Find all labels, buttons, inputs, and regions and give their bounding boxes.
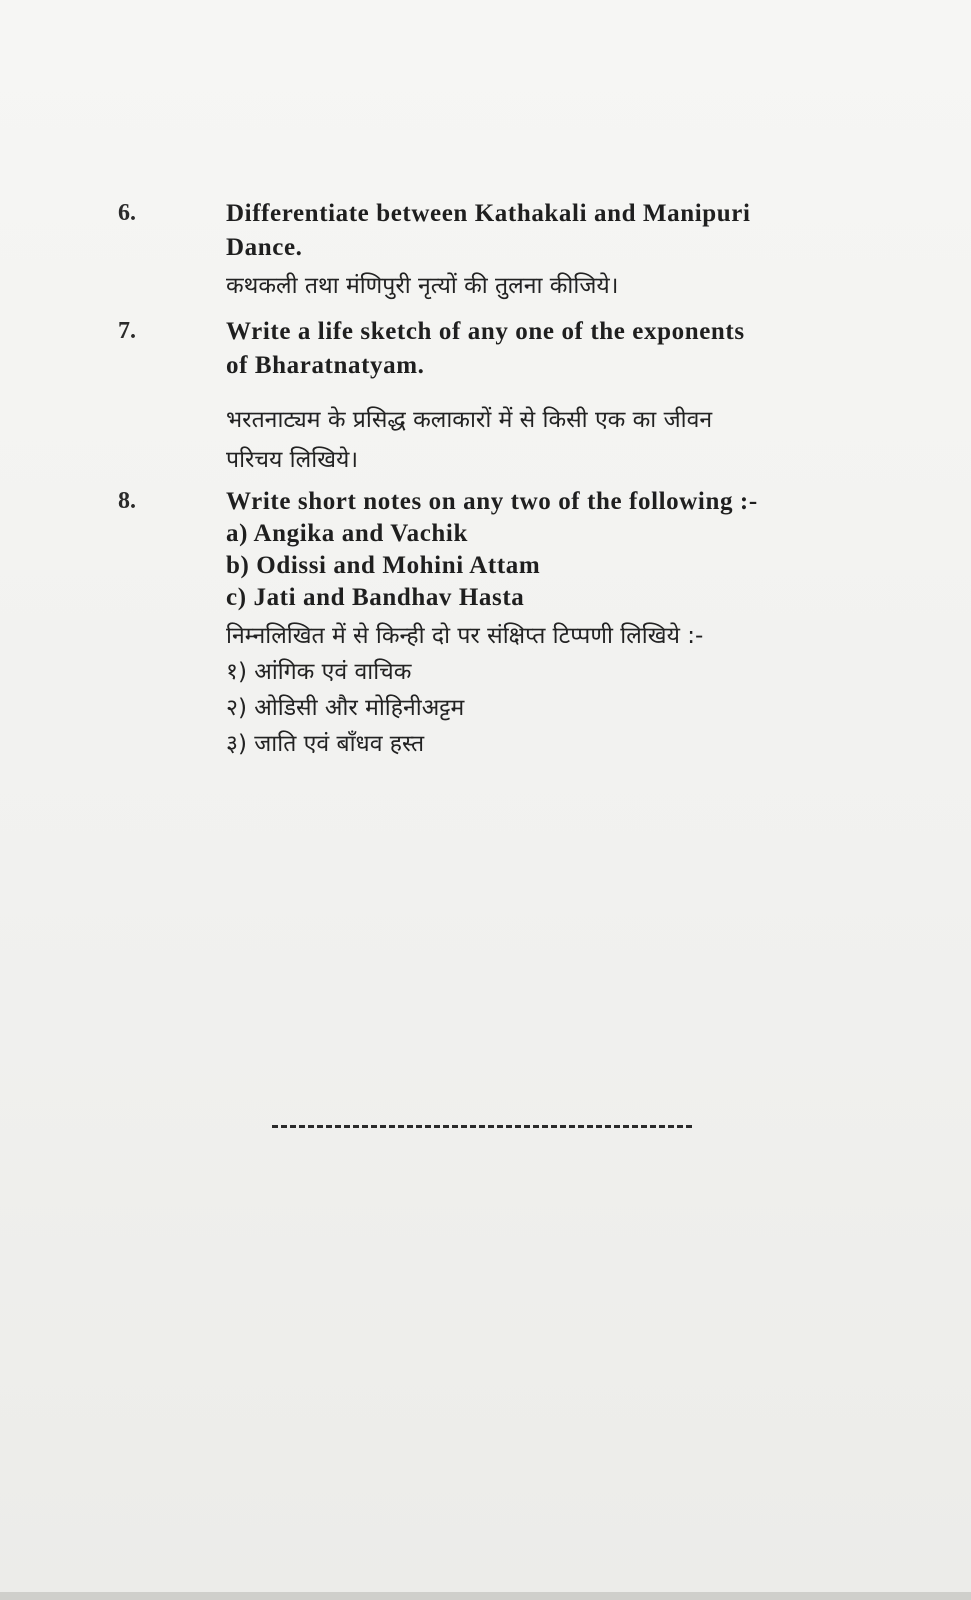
question-text-english-line-1: Differentiate between Kathakali and Manipuri <box>226 200 751 227</box>
question-number: 6. <box>118 200 136 226</box>
question-text-english-line-2: of Bharatnatyam. <box>226 352 425 379</box>
option-hindi-2: २) ओडिसी और मोहिनीअट्टम <box>226 695 465 721</box>
question-text-english-line-2: Dance. <box>226 234 303 261</box>
question-text-hindi-line-1: निम्नलिखित में से किन्ही दो पर संक्षिप्त टिप्पणी लिखिये :- <box>226 623 704 649</box>
paper-bottom-edge <box>0 1592 971 1600</box>
question-number: 7. <box>118 318 136 344</box>
question-text-hindi-line-1: कथकली तथा मंणिपुरी नृत्यों की तुलना कीजिये। <box>226 273 619 299</box>
end-of-paper-divider <box>272 1125 692 1128</box>
question-text-hindi-line-2: परिचय लिखिये। <box>226 447 359 473</box>
question-text-english-line-1: Write short notes on any two of the following :- <box>226 488 758 515</box>
question-text-english-line-1: Write a life sketch of any one of the exponents <box>226 318 745 345</box>
question-text-hindi-line-1: भरतनाट्यम के प्रसिद्ध कलाकारों में से किसी एक का जीवन <box>226 407 713 433</box>
option-english-c: c) Jati and Bandhav Hasta <box>226 584 525 611</box>
option-english-b: b) Odissi and Mohini Attam <box>226 552 541 579</box>
option-hindi-1: १) आंगिक एवं वाचिक <box>226 659 412 685</box>
option-english-a: a) Angika and Vachik <box>226 520 468 547</box>
option-hindi-3: ३) जाति एवं बाँधव हस्त <box>226 731 425 757</box>
question-number: 8. <box>118 488 136 514</box>
